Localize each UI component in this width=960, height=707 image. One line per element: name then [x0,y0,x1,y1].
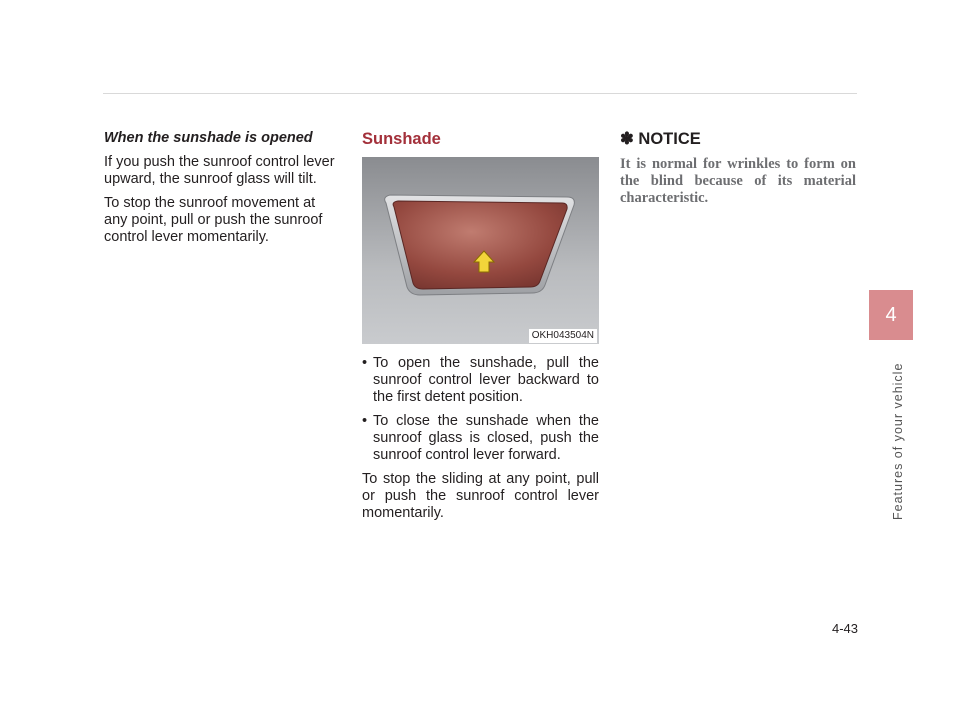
list-item [362,413,599,464]
page-number: 4-43 [831,621,858,636]
paragraph: To stop the sliding at any point, pull or push the sunroof control lever momentarily. [362,471,599,521]
notice-title: ✽ NOTICE [620,130,701,148]
sunshade-figure [362,157,599,344]
subheading: When the sunshade is opened [104,130,313,146]
notice-body: It is normal for wrinkles to form on the blind because of its material characteristic. [620,156,856,206]
sunroof-illustration [362,157,599,344]
paragraph: To stop the sunroof movement at any point, pull or push the sunroof control lever momentarily. [104,195,323,245]
top-rule [103,93,857,94]
middle-column [362,128,599,529]
paragraph: If you push the sunroof control lever upward, the sunroof glass will tilt. [104,154,335,187]
bullet-dot: • [362,355,368,371]
right-column [620,128,856,207]
figure-code: OKH043504N [529,329,597,343]
chapter-tab: 4 [869,290,913,340]
bullet-text: To open the sunshade, pull the sunroof control lever backward to the first detent position. [373,355,599,405]
bullet-text: To close the sunshade when the sunroof glass is closed, push the sunroof control lever forward. [373,413,599,463]
chapter-title: Features of your vehicle [891,362,905,520]
list-item [362,355,599,406]
left-column [104,128,340,253]
bullet-list [362,355,599,464]
section-title: Sunshade [362,130,441,148]
bullet-dot: • [362,413,368,429]
